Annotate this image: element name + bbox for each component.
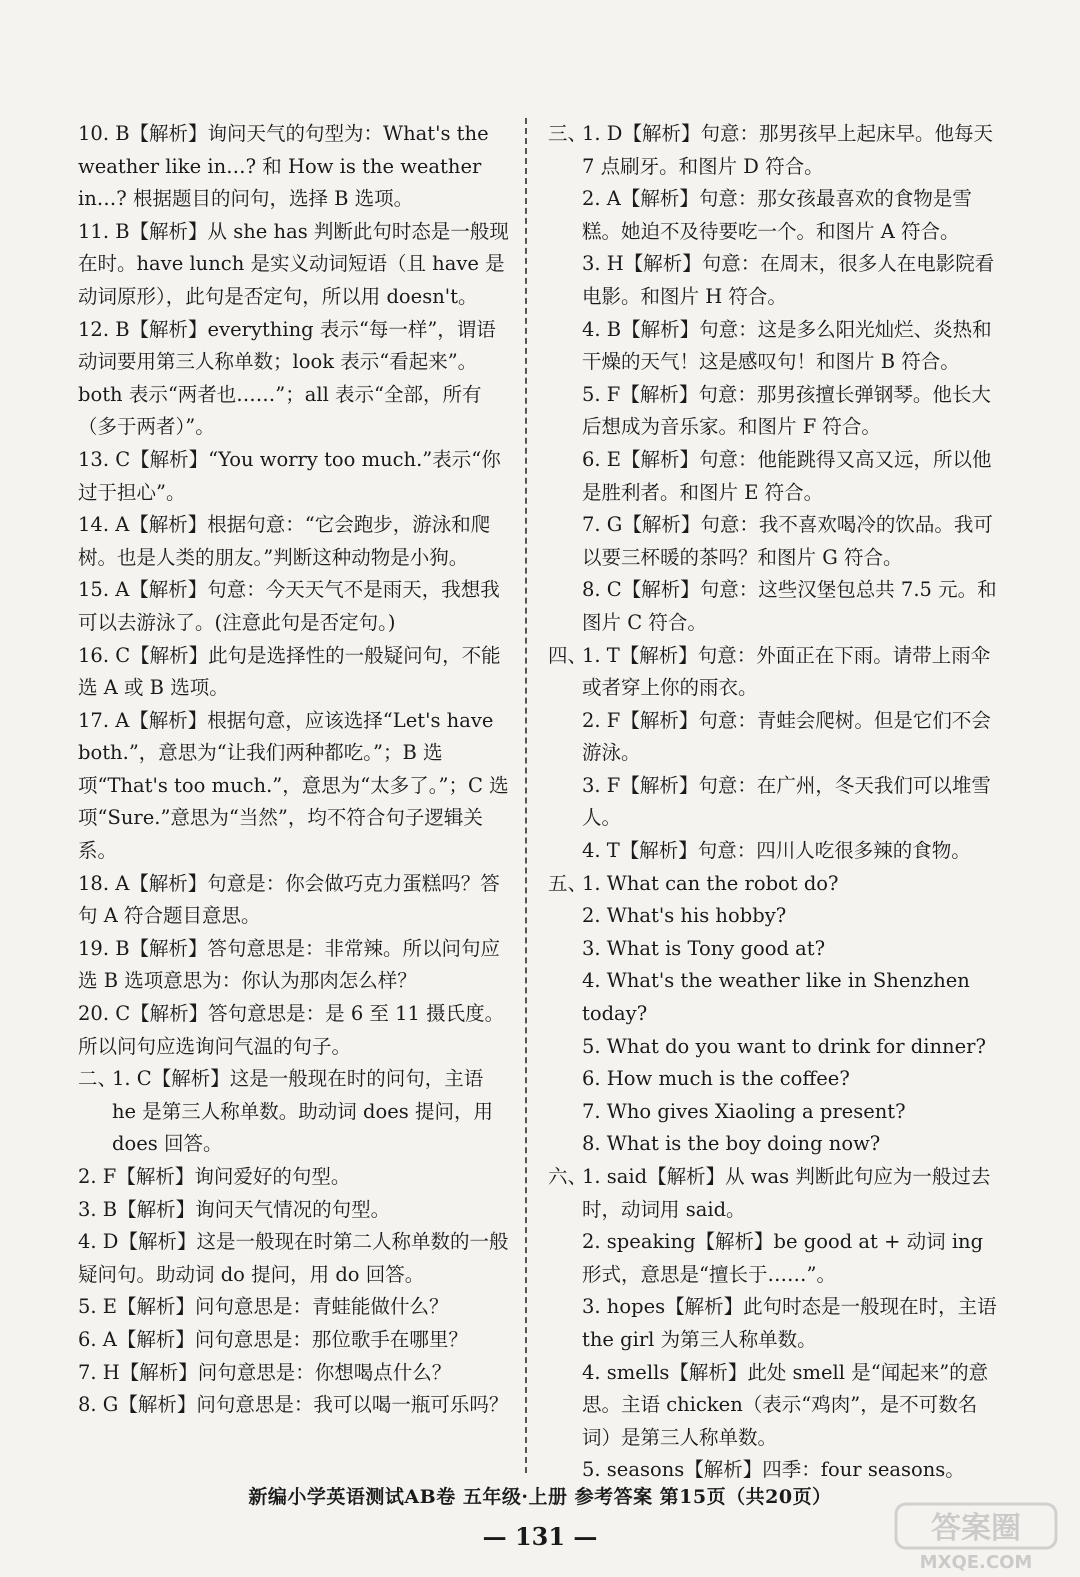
answer-text: 2. A【解析】句意：那女孩最喜欢的食物是雪糕。她迫不及待要吃一个。和图片 A 符合。 [582, 187, 972, 243]
answer-text: 7. Who gives Xiaoling a present? [582, 1099, 906, 1123]
answer-item-r5_3 [548, 933, 998, 966]
answer-text: 7. H【解析】问句意思是：你想喝点什么？ [78, 1360, 452, 1384]
answer-text: 5. E【解析】问句意思是：青蛙能做什么？ [78, 1295, 449, 1319]
answer-item-r6_3 [548, 1291, 998, 1356]
answer-text: 3. hopes【解析】此句时态是一般现在时，主语 the girl 为第三人称单数。 [582, 1295, 997, 1351]
answer-text: 12. B【解析】everything 表示“每一样”，谓语动词要用第三人称单数；look 表示“看起来”。both 表示“两者也……”；all 表示“全部，所有（多于两者）”。 [78, 317, 496, 439]
answer-text: 1. T【解析】句意：外面正在下雨。请带上雨伞或者穿上你的雨衣。 [582, 643, 991, 700]
answer-text: 4. B【解析】句意：这是多么阳光灿烂、炎热和干燥的天气！这是感叹句！和图片 B 符合。 [582, 317, 992, 374]
answer-text: 8. C【解析】句意：这些汉堡包总共 7.5 元。和图片 C 符合。 [582, 578, 997, 634]
answer-item-l2_4 [78, 1226, 510, 1291]
answer-item-r4_4 [548, 835, 998, 868]
answer-item-l10 [78, 118, 510, 216]
answer-text: 1. What can the robot do? [582, 871, 839, 895]
answer-item-l11 [78, 216, 510, 314]
answer-item-l17 [78, 705, 510, 868]
right-answer-column [548, 118, 998, 1487]
answer-item-r6_4 [548, 1357, 998, 1455]
answer-item-l20 [78, 998, 510, 1063]
answer-item-l2_6 [78, 1324, 510, 1357]
answer-item-r6_1 [548, 1161, 998, 1226]
answer-item-r4_3 [548, 770, 998, 835]
watermark-url: MXQE.COM [919, 1552, 1033, 1572]
answer-item-l15 [78, 574, 510, 639]
answer-text: 20. C【解析】答句意思是：是 6 至 11 摄氏度。所以问句应选询问气温的句子。 [78, 1002, 505, 1058]
answer-text: 8. G【解析】问句意思是：我可以喝一瓶可乐吗？ [78, 1393, 509, 1417]
answer-text: 3. F【解析】句意：在广州，冬天我们可以堆雪人。 [582, 773, 991, 830]
answer-item-r4_1 [548, 640, 998, 705]
answer-text: 1. D【解析】句意：那男孩早上起床早。他每天 7 点刷牙。和图片 D 符合。 [582, 122, 993, 178]
answer-text: 1. C【解析】这是一般现在时的问句，主语 he 是第三人称单数。助动词 does 提问，用 does 回答。 [112, 1067, 493, 1156]
page-footer: 新编小学英语测试AB卷 五年级·上册 参考答案 第15页（共20页） [248, 1486, 832, 1508]
answer-item-r3_8 [548, 574, 998, 639]
answer-text: 4. T【解析】句意：四川人吃很多辣的食物。 [582, 839, 971, 863]
answer-text: 11. B【解析】从 she has 判断此句时态是一般现在时。have lunch 是实义动词短语（且 have 是动词原形），此句是否定句，所以用 doesn't。 [78, 219, 509, 308]
answer-item-r5_7 [548, 1096, 998, 1129]
answer-item-l18 [78, 868, 510, 933]
answer-item-r3_1 [548, 118, 998, 183]
answer-text: 19. B【解析】答句意思是：非常辣。所以问句应选 B 选项意思为：你认为那肉怎么样？ [78, 936, 501, 993]
answer-item-l2_3 [78, 1194, 510, 1227]
answer-text: 3. H【解析】句意：在周末，很多人在电影院看电影。和图片 H 符合。 [582, 252, 995, 308]
answer-item-l2_1 [78, 1063, 510, 1161]
answer-text: 4. What's the weather like in Shenzhen today? [582, 969, 970, 1026]
section-marker: 三、 [548, 122, 588, 145]
left-answer-column [78, 118, 510, 1422]
section-marker: 二、 [78, 1067, 118, 1091]
answer-item-r3_7 [548, 509, 998, 574]
answer-item-r3_4 [548, 314, 998, 379]
section-marker: 五、 [548, 871, 588, 895]
answer-item-r3_6 [548, 444, 998, 509]
answer-item-r5_2 [548, 900, 998, 933]
answer-text: 3. What is Tony good at? [582, 936, 826, 960]
answer-text: 17. A【解析】根据句意，应该选择“Let's have both.”，意思为“让我们两种都吃。”；B 选项“That's too much.”，意思为“太多了。”；C 选项“Sure.”意思为“当然”，均不符合句子逻辑关系。 [78, 708, 509, 863]
answer-text: 5. seasons【解析】四季：four seasons。 [582, 1458, 965, 1482]
answer-text: 14. A【解析】根据句意：“它会跑步，游泳和爬树。也是人类的朋友。”判断这种动物是小狗。 [78, 513, 491, 569]
answer-item-r4_2 [548, 705, 998, 770]
answer-item-r3_2 [548, 183, 998, 248]
answer-text: 2. What's his hobby? [582, 904, 787, 928]
answer-text: 8. What is the boy doing now? [582, 1132, 881, 1156]
answer-item-r3_3 [548, 248, 998, 313]
answer-item-l14 [78, 509, 510, 574]
page-number: — 131 — [482, 1522, 598, 1551]
answer-item-l2_2 [78, 1161, 510, 1194]
section-marker: 四、 [548, 643, 588, 667]
answer-item-r5_8 [548, 1128, 998, 1161]
answer-item-l2_5 [78, 1291, 510, 1324]
answer-text: 4. D【解析】这是一般现在时第二人称单数的一般疑问句。助动词 do 提问，用 do 回答。 [78, 1230, 509, 1286]
answer-item-r3_5 [548, 379, 998, 444]
column-divider [525, 118, 527, 1473]
answer-text: 2. speaking【解析】be good at + 动词 ing 形式，意思是“擅长于……”。 [582, 1230, 984, 1286]
watermark-chars: 答案圈 [931, 1511, 1021, 1546]
section-marker: 六、 [548, 1165, 588, 1188]
answer-item-l2_7 [78, 1357, 510, 1390]
watermark-logo [892, 1500, 1068, 1572]
answer-item-l2_8 [78, 1389, 510, 1422]
answer-item-l16 [78, 640, 510, 705]
answer-text: 2. F【解析】句意：青蛙会爬树。但是它们不会游泳。 [582, 708, 991, 765]
answer-text: 6. E【解析】句意：他能跳得又高又远，所以他是胜利者。和图片 E 符合。 [582, 447, 992, 504]
answer-item-r6_2 [548, 1226, 998, 1291]
answer-text: 15. A【解析】句意：今天天气不是雨天，我想我可以去游泳了。(注意此句是否定句。) [78, 578, 500, 634]
answer-text: 6. A【解析】问句意思是：那位歌手在哪里？ [78, 1327, 468, 1351]
answer-item-l12 [78, 314, 510, 444]
answer-item-l13 [78, 444, 510, 509]
answer-item-r5_4 [548, 965, 998, 1030]
answer-text: 5. What do you want to drink for dinner? [582, 1034, 986, 1058]
answer-text: 1. said【解析】从 was 判断此句应为一般过去时，动词用 said。 [582, 1165, 991, 1221]
answer-text: 6. How much is the coffee? [582, 1067, 850, 1091]
answer-text: 7. G【解析】句意：我不喜欢喝冷的饮品。我可以要三杯暖的茶吗？和图片 G 符合。 [582, 513, 993, 569]
answer-item-r5_6 [548, 1063, 998, 1096]
answer-item-r5_5 [548, 1031, 998, 1064]
answer-text: 2. F【解析】询问爱好的句型。 [78, 1165, 351, 1188]
answer-text: 3. B【解析】询问天气情况的句型。 [78, 1197, 391, 1221]
answer-text: 18. A【解析】句意是：你会做巧克力蛋糕吗？答句 A 符合题目意思。 [78, 871, 500, 928]
answer-text: 4. smells【解析】此处 smell 是“闻起来”的意思。主语 chicken（表示“鸡肉”，是不可数名词）是第三人称单数。 [582, 1360, 989, 1449]
answer-item-l19 [78, 933, 510, 998]
answer-item-r5_1 [548, 868, 998, 901]
answer-text: 5. F【解析】句意：那男孩擅长弹钢琴。他长大后想成为音乐家。和图片 F 符合。 [582, 382, 991, 439]
answer-text: 16. C【解析】此句是选择性的一般疑问句，不能选 A 或 B 选项。 [78, 643, 501, 700]
answer-text: 10. B【解析】询问天气的句型为：What's the weather like in…? 和 How is the weather in…? 根据题目的问句，选择 B 选项。 [78, 122, 489, 211]
answer-text: 13. C【解析】“You worry too much.”表示“你过于担心”。 [78, 447, 501, 504]
